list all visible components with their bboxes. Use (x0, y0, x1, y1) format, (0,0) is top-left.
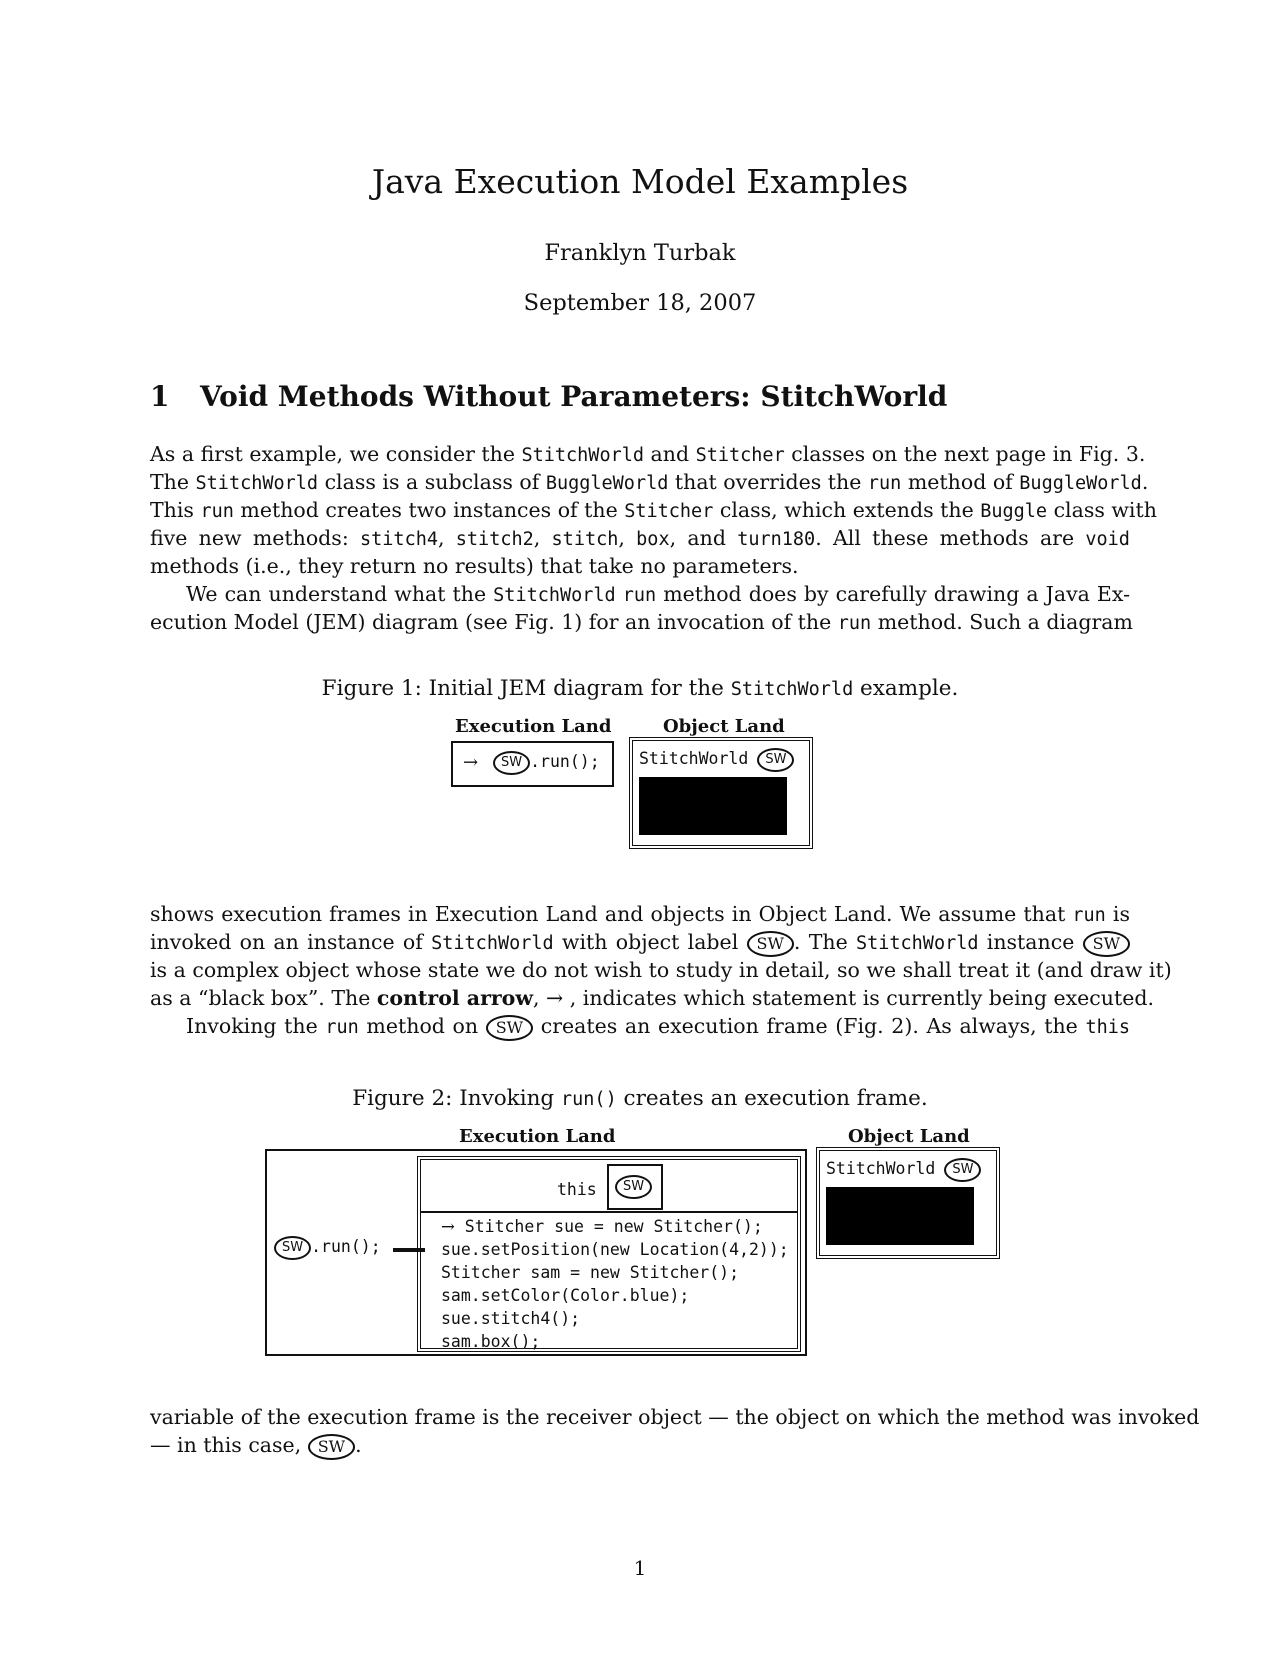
author: Franklyn Turbak (544, 240, 736, 266)
paragraph-3 (150, 900, 1172, 1040)
fig2-object-land-header: Object Land (848, 1126, 970, 1147)
paragraph-5 (150, 1403, 1200, 1459)
p1-line-1: As a first example, we consider the StitchWorld and Stitcher classes on the next page in Fig. 3. (150, 442, 1146, 466)
fig2-sw-label: SW (274, 1236, 311, 1260)
figure-1-caption: Figure 1: Initial JEM diagram for the StitchWorld example. (321, 676, 959, 701)
fig1-sw-label: SW (493, 751, 530, 775)
page-number: 1 (633, 1556, 647, 1580)
fig1-object-label: SW (757, 748, 794, 772)
fig1-object-header (639, 747, 794, 772)
fig2-code-line-4: sam.setColor(Color.blue); (441, 1286, 690, 1305)
fig2-black-box (826, 1187, 974, 1245)
fig2-code-line-1: → Stitcher sue = new Stitcher(); (441, 1217, 763, 1236)
p3-line-3: is a complex object whose state we do not wish to study in detail, so we shall treat it (and draw it) (150, 958, 1172, 982)
fig2-code-line-6: sam.box(); (441, 1332, 541, 1351)
sw-label-inline: SW (1083, 931, 1130, 957)
fig2-this-slot (607, 1164, 663, 1210)
fig1-exec-land-header: Execution Land (455, 716, 612, 737)
fig2-run-call: .run(); (311, 1237, 381, 1256)
paper-title: Java Execution Model Examples (371, 162, 909, 201)
p1-line-5: methods (i.e., they return no results) that take no parameters. (150, 554, 799, 578)
p5-line-2: — in this case, SW . (150, 1431, 1130, 1459)
p4-line-1: Invoking the run method on SW creates an execution frame (Fig. 2). As always, the this (150, 1012, 1130, 1040)
fig2-control-arrow: → (441, 1217, 455, 1236)
fig1-object-land-header: Object Land (663, 716, 785, 737)
fig2-frame-divider (421, 1211, 797, 1213)
fig2-code-body (441, 1215, 789, 1353)
p3-line-4: as a “black box”. The control arrow, → , indicates which statement is currently being executed. (150, 986, 1154, 1010)
fig1-control-arrow: → (463, 752, 479, 773)
sw-label-inline: SW (486, 1015, 533, 1041)
fig2-code-line-3: Stitcher sam = new Stitcher(); (441, 1263, 740, 1282)
section-number: 1 (150, 380, 170, 413)
p1-line-2: The StitchWorld class is a subclass of BuggleWorld that overrides the run method of BuggleWorld. (150, 470, 1149, 494)
fig2-object-header (826, 1157, 981, 1182)
date: September 18, 2007 (523, 290, 757, 316)
fig2-object-class: StitchWorld (826, 1159, 936, 1178)
fig1-object-box (629, 737, 813, 849)
fig1-run-call: .run(); (530, 752, 600, 771)
fig2-object-label: SW (944, 1158, 981, 1182)
fig2-code-line-5: sue.stitch4(); (441, 1309, 581, 1328)
fig2-invocation (274, 1235, 381, 1260)
p1-line-4: five new methods: stitch4, stitch2, stitch, box, and turn180. All these methods are void (150, 526, 1130, 550)
p2-line-2: ecution Model (JEM) diagram (see Fig. 1) for an invocation of the run method. Such a diagram (150, 610, 1133, 634)
fig1-black-box (639, 777, 787, 835)
paragraph-1 (150, 440, 1157, 636)
fig2-this-value: SW (615, 1175, 652, 1199)
figure-2-caption: Figure 2: Invoking run() creates an execution frame. (352, 1086, 928, 1111)
section-heading (150, 380, 947, 413)
section-title: Void Methods Without Parameters: StitchWorld (200, 380, 948, 413)
fig1-exec-frame (451, 741, 614, 787)
fig1-invocation (493, 750, 600, 775)
p3-line-2: invoked on an instance of StitchWorld with object label SW . The StitchWorld instance SW (150, 928, 1130, 956)
fig2-exec-land (265, 1149, 807, 1356)
sw-label-inline: SW (308, 1434, 355, 1460)
fig2-object-box (816, 1147, 1000, 1259)
p3-line-1: shows execution frames in Execution Land and objects in Object Land. We assume that run is (150, 902, 1131, 926)
fig2-this-var: this (557, 1180, 597, 1199)
p2-line-1: We can understand what the StitchWorld run method does by carefully drawing a Java Ex- (186, 582, 1130, 606)
p5-line-1: variable of the execution frame is the receiver object — the object on which the method was invoked (150, 1405, 1200, 1429)
p1-line-3: This run method creates two instances of the Stitcher class, which extends the Buggle class with (150, 498, 1157, 522)
fig2-exec-land-header: Execution Land (459, 1126, 616, 1147)
fig2-code-line-2: sue.setPosition(new Location(4,2)); (441, 1240, 789, 1259)
fig1-object-class: StitchWorld (639, 749, 749, 768)
fig2-execution-frame (417, 1156, 801, 1352)
sw-label-inline: SW (747, 931, 794, 957)
